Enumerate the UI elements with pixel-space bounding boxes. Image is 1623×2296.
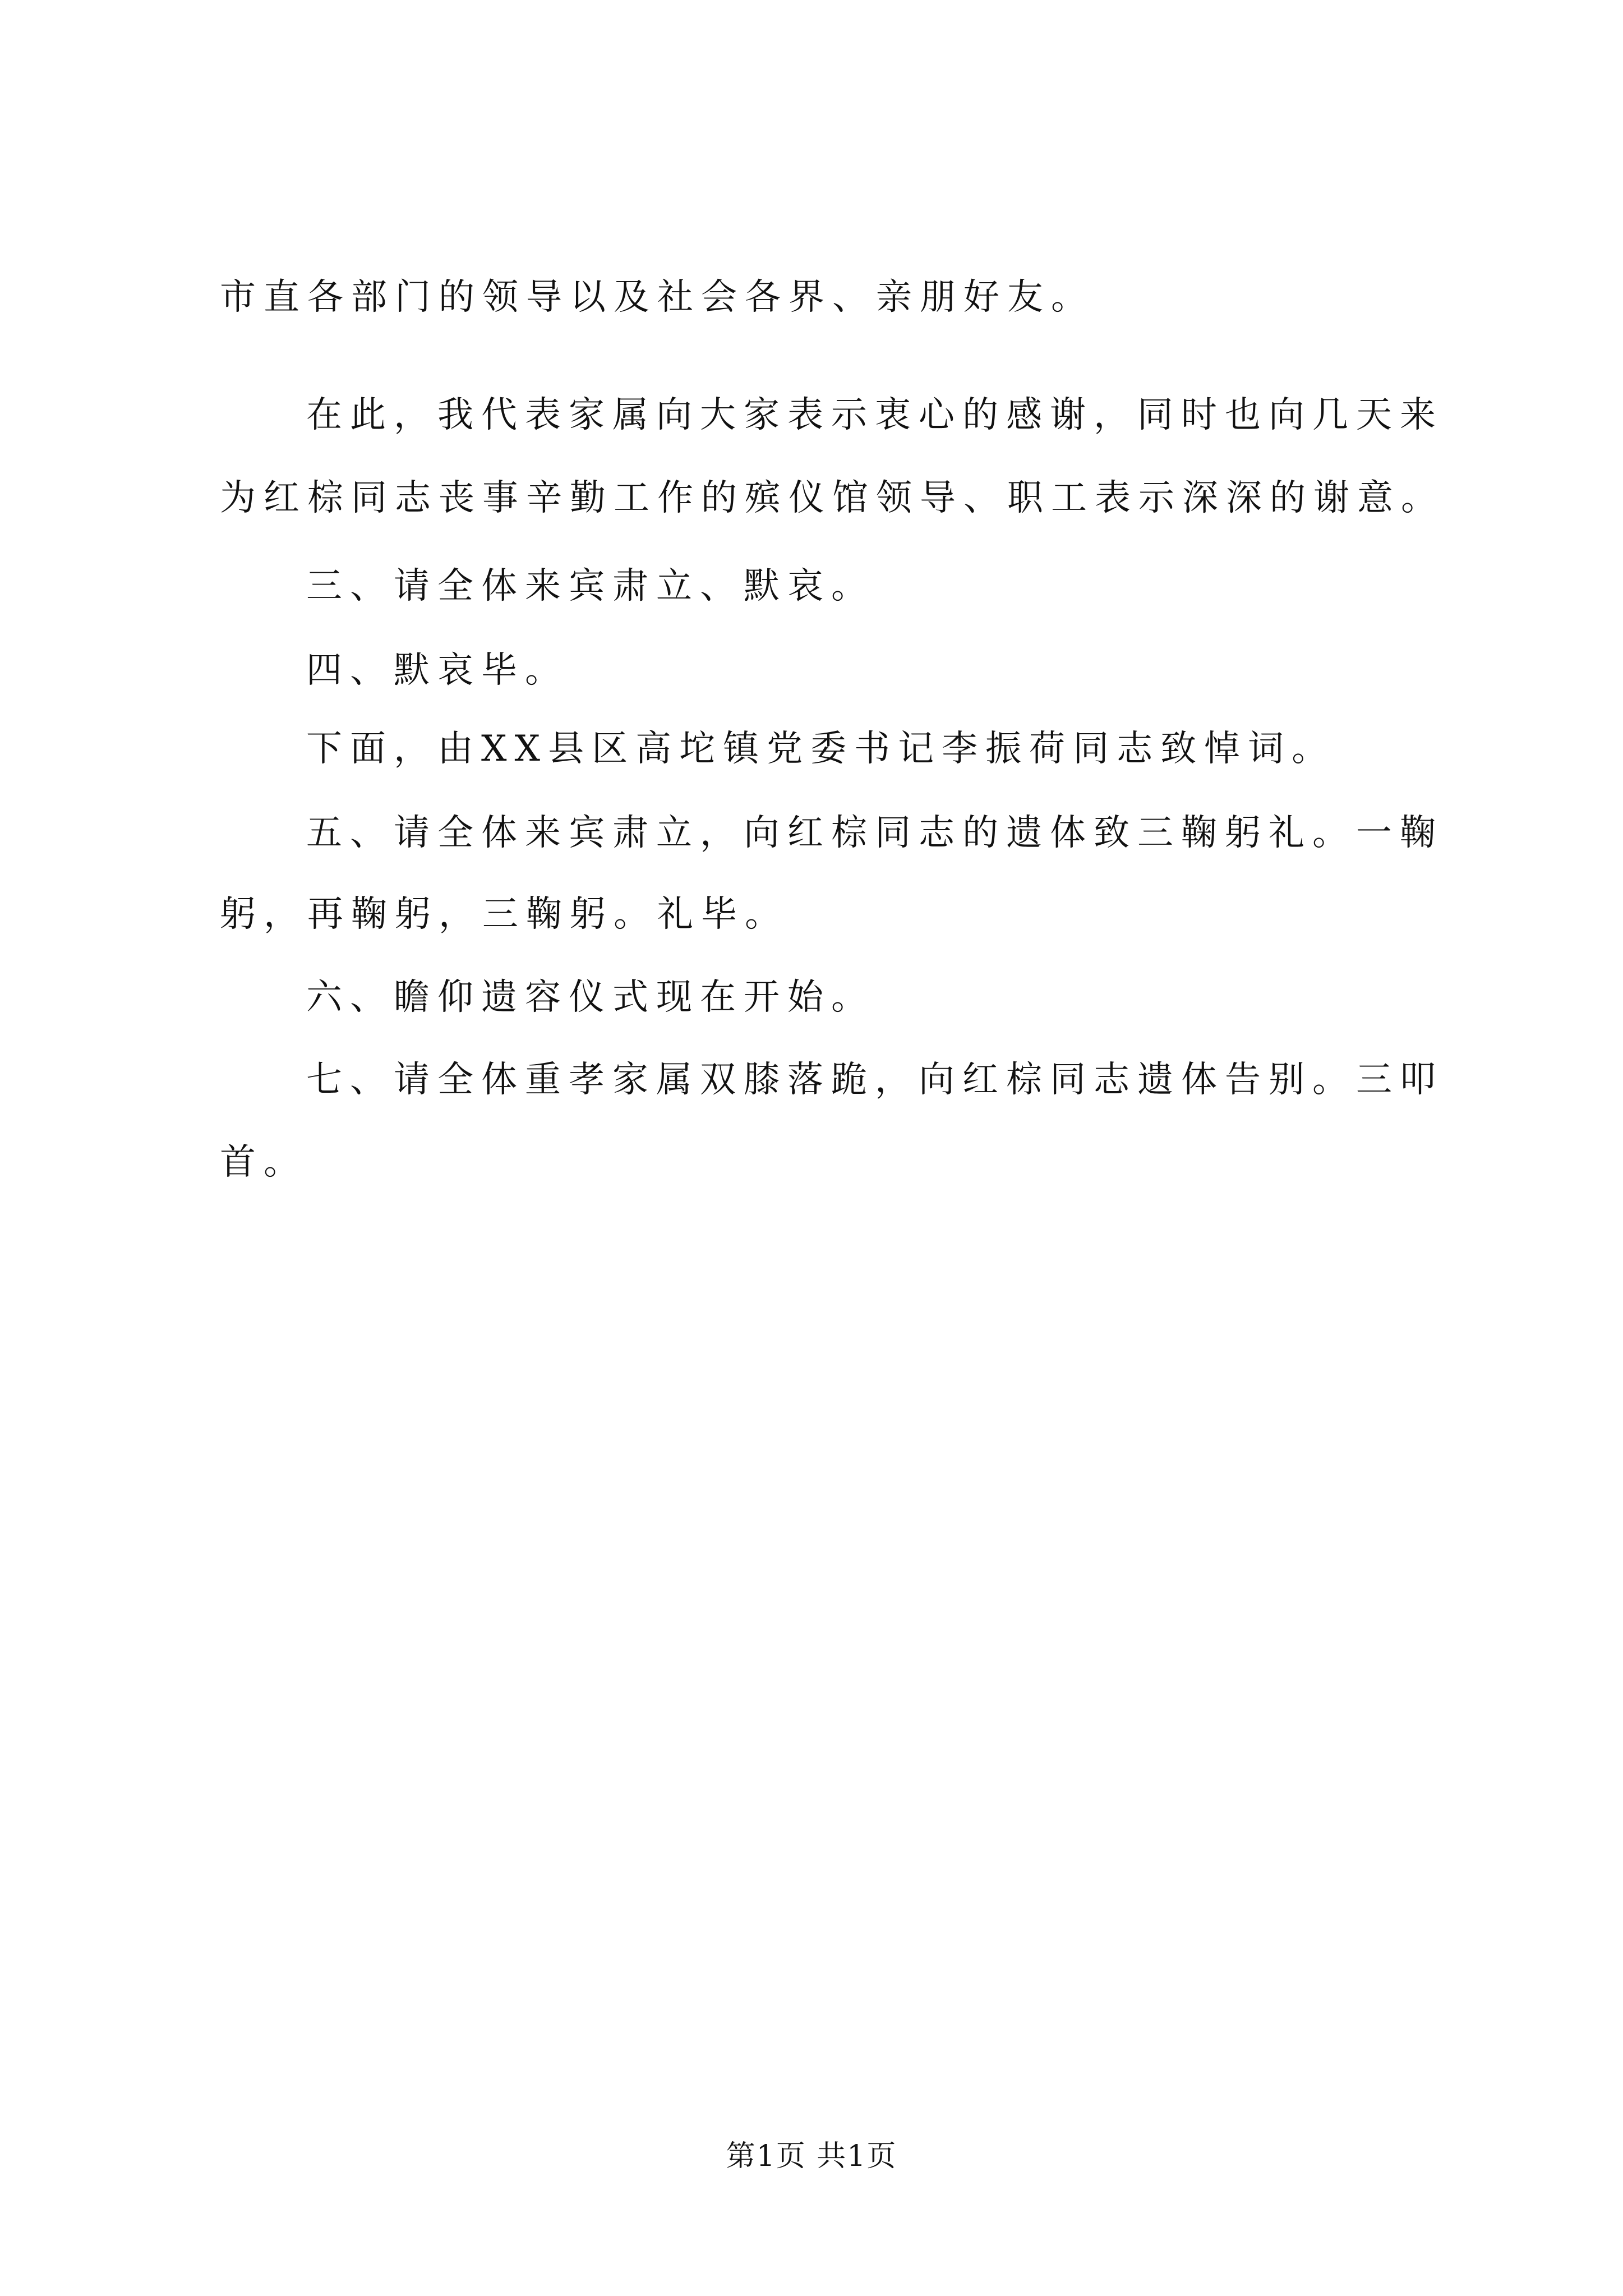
page-number-footer: 第1页 共1页	[726, 2139, 897, 2173]
text-line-5: 四、默哀毕。	[306, 650, 569, 691]
text-line-3: 为红棕同志丧事辛勤工作的殡仪馆领导、职工表示深深的谢意。	[220, 477, 1445, 519]
text-line-6: 下面，由XX县区高坨镇党委书记李振荷同志致悼词。	[306, 728, 1336, 770]
text-line-10: 七、请全体重孝家属双膝落跪，向红棕同志遗体告别。三叩	[306, 1059, 1444, 1101]
text-line-7: 五、请全体来宾肃立，向红棕同志的遗体致三鞠躬礼。一鞠	[306, 812, 1444, 854]
text-line-4: 三、请全体来宾肃立、默哀。	[306, 565, 875, 607]
text-line-8: 躬，再鞠躬，三鞠躬。礼毕。	[220, 894, 789, 935]
text-line-1: 市直各部门的领导以及社会各界、亲朋好友。	[220, 277, 1095, 318]
text-line-11: 首。	[220, 1142, 307, 1183]
text-line-2: 在此，我代表家属向大家表示衷心的感谢，同时也向几天来	[306, 394, 1444, 436]
text-line-9: 六、瞻仰遗容仪式现在开始。	[306, 977, 875, 1018]
